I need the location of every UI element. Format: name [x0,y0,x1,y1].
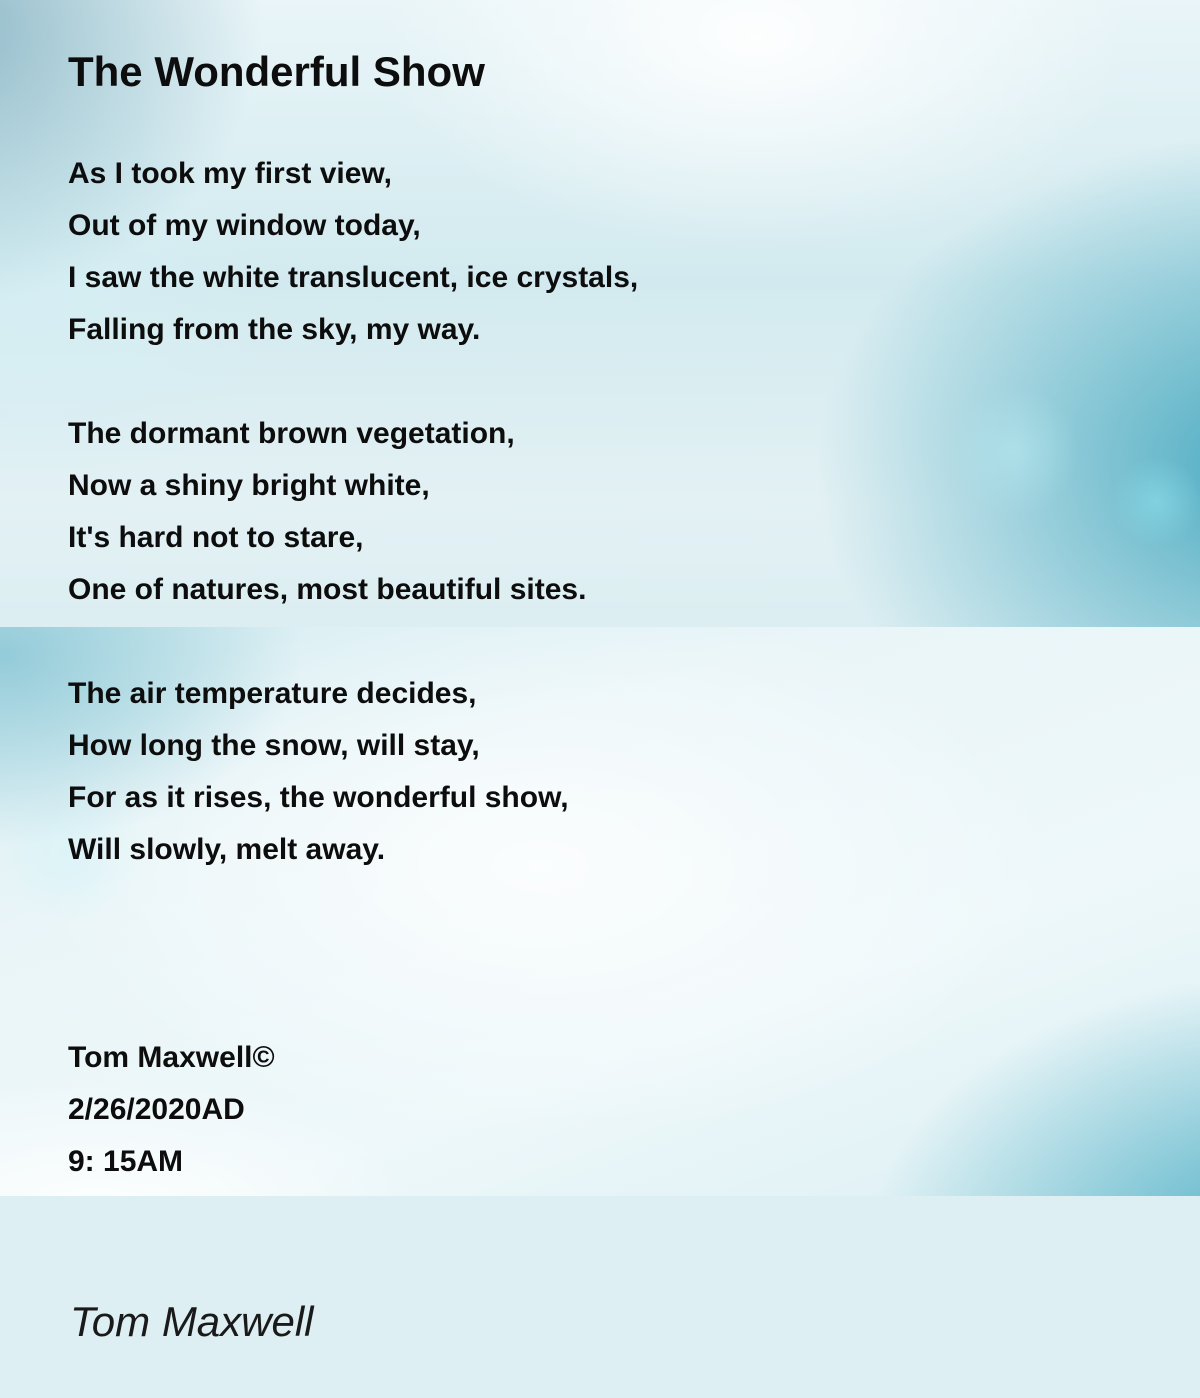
poem-line: The air temperature decides, [68,677,477,710]
poem-line: For as it rises, the wonderful show, [68,781,569,814]
poem-line: As I took my first view, [68,157,392,190]
stanza-2 [68,408,638,616]
poem-line: Out of my window today, [68,209,421,242]
stanza-3 [68,668,638,876]
poem-line: I saw the white translucent, ice crystals, [68,261,639,294]
signature-time: 9: 15AM [68,1145,184,1178]
poem-title: The Wonderful Show [68,48,485,95]
poem-line: Will slowly, melt away. [68,833,386,866]
signature-date: 2/26/2020AD [68,1093,245,1126]
poem-line: One of natures, most beautiful sites. [68,573,587,606]
signature-author: Tom Maxwell© [68,1041,275,1074]
signature-block [68,1032,638,1188]
poem-line: Now a shiny bright white, [68,469,430,502]
poem-line: The dormant brown vegetation, [68,417,515,450]
stanza-1 [68,148,638,356]
poem-line: Falling from the sky, my way. [68,313,481,346]
footer-author: Tom Maxwell [70,1298,314,1345]
poem-line: How long the snow, will stay, [68,729,480,762]
poem-line: It's hard not to stare, [68,521,364,554]
poem-body [68,148,638,1188]
